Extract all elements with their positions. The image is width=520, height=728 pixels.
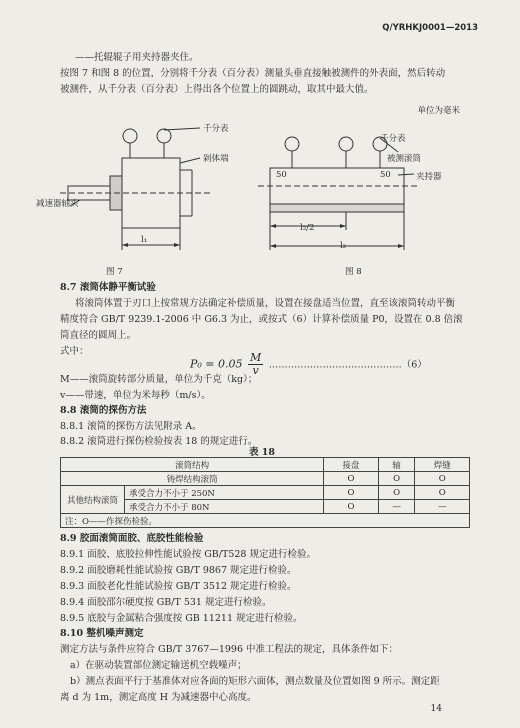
s87-para-3: 筒直径的圆周上。 [60,330,137,341]
s89-item-3: 8.9.3 面胶老化性能试验按 GB/T 3512 规定进行检验。 [60,581,297,592]
s87-para-2: 精度符合 GB/T 9239.1-2006 中 G6.3 为止，或按式（6）计算补偿质量 P0，设置在 0.8 倍滚 [60,314,463,325]
s810-item-b2: 离 d 为 1m，测定高度 H 为减速器中心高度。 [60,692,257,703]
intro-line-2: 按图 7 和图 8 的位置，分别将千分表（百分表）测量头垂直接触被测件的外表面，然后转动 [60,68,446,79]
page-number: 14 [430,704,442,714]
table-cell: O [324,472,379,486]
table-cell: O [324,486,379,500]
formula-numerator: M [250,351,262,364]
s810-para-1: 测定方法与条件应符合 GB/T 3767—1996 中准工程法的规定，具体条件如下： [60,644,399,655]
table-cell: O [324,500,379,514]
s89-item-5: 8.9.5 底胶与金属粘合强度按 GB 11211 规定进行检验。 [60,613,303,624]
s810-item-a: a）在驱动装置部位测定输送机空载噪声； [70,660,247,671]
table-cell: O [378,472,415,486]
intro-line-3: 被测件，从千分表（百分表）上得出各个位置上的圆跳动，取其中最大值。 [60,84,374,95]
fig8-half-label: l₂/2 [300,223,315,233]
unit-note: 单位为毫米 [417,106,460,116]
table-cell: 承受合力不小于 80N [125,500,324,514]
s89-item-1: 8.9.1 面胶、底胶拉伸性能试验按 GB/T528 规定进行检验。 [60,549,316,560]
table-note-row [61,514,470,528]
s88-item-2: 8.8.2 滚筒进行探伤检验按表 18 的规定进行。 [60,436,258,447]
section-8-9-title: 8.9 胶面滚筒面胶、底胶性能检验 [60,533,204,544]
table-cell: 铸焊结构滚筒 [61,472,324,486]
s810-item-b1: b）测点表面平行于基准体对应各面的矩形六面体，测点数量及位置如图 9 所示。测定距 [70,676,440,687]
s87-para-1: 将滚筒体置于刃口上按常规方法确定补偿质量，设置在接盘适当位置，直至该滚筒转动平衡 [75,298,456,309]
def-v: v——带速，单位为米每秒（m/s）。 [60,390,211,401]
formula-lhs: P₀ = 0.05 [190,357,243,371]
s89-item-2: 8.9.2 面胶磨耗性能试验按 GB/T 9867 规定进行检验。 [60,565,297,576]
table-cell: 承受合力不小于 250N [125,486,324,500]
fig7-dial-label: 千分表 [203,124,229,134]
table-row [61,472,470,486]
fig8-dial-label: 千分表 [380,134,406,144]
section-8-10-title: 8.10 整机噪声测定 [60,628,144,639]
figure-8-diagram [258,130,470,260]
table-18 [60,457,470,528]
table-note: 注：O——作探伤检验。 [61,514,470,528]
fig7-shaft-label: 减速器轴头 [36,199,79,209]
table-18-title: 表 18 [249,447,276,458]
table-header-row [61,458,470,472]
formula-denominator: v [252,364,259,377]
table-group-label: 其他结构滚筒 [61,486,125,514]
table-row [61,486,470,500]
def-m: M——滚筒旋转部分质量，单位为千克（kg）； [60,374,258,385]
s88-item-1: 8.8.1 滚筒的探伤方法见附录 A。 [60,421,202,432]
table-header-cell: 滚筒结构 [61,458,324,472]
s87-para-4: 式中： [60,346,89,357]
s89-item-4: 8.9.4 面胶邵尔硬度按 GB/T 531 规定进行检验。 [60,597,272,608]
table-header-cell: 轴 [378,458,415,472]
figure-7-diagram [60,118,235,258]
fig8-holder-label: 夹持器 [416,172,442,182]
fig8-dim-50a: 50 [276,170,287,180]
table-header-cell: 焊缝 [415,458,470,472]
fig8-dim-50b: 50 [380,170,391,180]
table-cell: — [378,500,415,514]
fig7-flange-label: 剁体端 [203,154,229,164]
formula-tail: ……………………………………（6） [268,359,427,371]
section-8-7-title: 8.7 滚筒体静平衡试验 [60,282,156,293]
fig8-caption: 图 8 [345,267,362,277]
section-8-8-title: 8.8 滚筒的探伤方法 [60,405,147,416]
table-cell: O [415,472,470,486]
table-header-cell: 接盘 [324,458,379,472]
fig8-shell-label: 被测滚筒 [387,154,422,164]
intro-line-1: ——托辊辊子用夹持器夹住。 [75,52,199,63]
table-cell: O [415,486,470,500]
table-cell: O [378,486,415,500]
fig7-caption: 图 7 [106,267,123,277]
fig7-dim-label: l₁ [141,235,148,245]
table-cell: — [415,500,470,514]
fig8-full-label: l₂ [340,241,347,251]
doc-code: Q/YRHKJ0001—2013 [382,23,478,33]
